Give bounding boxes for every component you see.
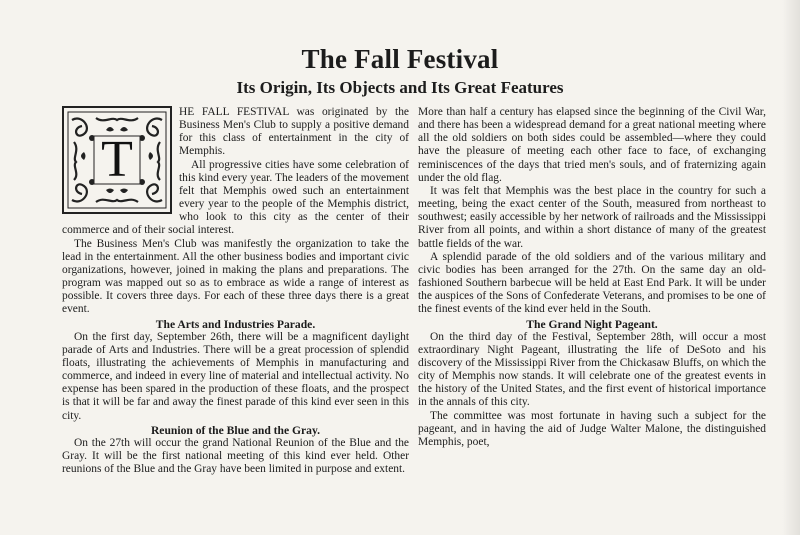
paragraph: On the third day of the Festival, September 28th, will occur a most extraordinary Night Pageant, illustrating the life of DeSoto and his discovery of the Mississippi River from the Chickasaw Bluffs, on which the city of Memphis now stands. It will celebrate one of the greatest events in the history of the United States, and the first event of historical importance in the annals of this city. xyxy=(418,330,766,409)
section-heading: The Arts and Industries Parade. xyxy=(155,317,316,331)
ornamental-initial xyxy=(62,106,172,214)
section-heading: The Grand Night Pageant. xyxy=(526,317,658,331)
paragraph: All progressive cities have some celebration of this kind every year. The leaders of the movement felt that Memphis owed such an entertainment every year to the people of the Memphis district, who look to this city as the center of their commerce and of their social interest. xyxy=(62,158,409,237)
dropcap-letter: T xyxy=(101,131,133,189)
section-heading: Reunion of the Blue and the Gray. xyxy=(150,423,321,437)
paragraph: A splendid parade of the old soldiers and of the various military and civic bodies has been arranged for the 27th. On the same day an old-fashioned Southern barbecue will be held at East End Park. It will be under the auspices of the Sons of Confederate Veterans, and promises to be one of the finest events of the kind ever held in the South. xyxy=(418,250,766,316)
paragraph: HE FALL FESTIVAL was originated by the Business Men's Club to supply a positive demand for this class of entertainment in the city of Memphis. xyxy=(179,106,409,158)
paragraph: The committee was most fortunate in having such a subject for the pageant, and in having the aid of Judge Walter Malone, the distinguished Memphis, poet, xyxy=(418,409,766,448)
page-subtitle: Its Origin, Its Objects and Its Great Features xyxy=(236,78,564,97)
page-title: The Fall Festival xyxy=(301,44,499,74)
paragraph: The Business Men's Club was manifestly the organization to take the lead in the entertainment. All the other business bodies and important civic organizations, however, joined in making the plans and preparations. The program was mapped out so as to embrace as wide a range of interest as possible. It covers three days. For each of these three days there is a great event. xyxy=(62,237,409,316)
column-right xyxy=(418,106,766,449)
column-left xyxy=(62,106,409,476)
paragraph: It was felt that Memphis was the best place in the country for such a meeting, being the exact center of the South, measured from northeast to southwest; easily accessible by her network of railroads and the Mississippi River from all points, and within a short distance of many of the greatest battle fields of the war. xyxy=(418,184,766,250)
paragraph: On the 27th will occur the grand National Reunion of the Blue and the Gray. It will be the first national meeting of this kind ever held. Other reunions of the Blue and the Gray have been limited in purpose and extent. xyxy=(62,436,409,476)
paragraph: On the first day, September 26th, there will be a magnificent daylight parade of Arts and Industries. There will be a great procession of splendid floats, illustrating the achievements of Memphis in manufacturing and commerce, and indeed in every line of material and intellectual activity. No expense has been spared in the production of these floats, and the prospect is that it will be far and away the finest parade of this kind ever seen in this city. xyxy=(62,330,409,422)
paragraph: More than half a century has elapsed since the beginning of the Civil War, and there has been a widespread demand for a great national meeting where all the old soldiers on both sides could be assembled—where they could have the pleasure of meeting each other face to face, of exchanging reminiscences of the days that tried men's souls, and of fraternizing again under the old flag. xyxy=(418,106,766,184)
page-edge-shadow xyxy=(782,0,800,535)
